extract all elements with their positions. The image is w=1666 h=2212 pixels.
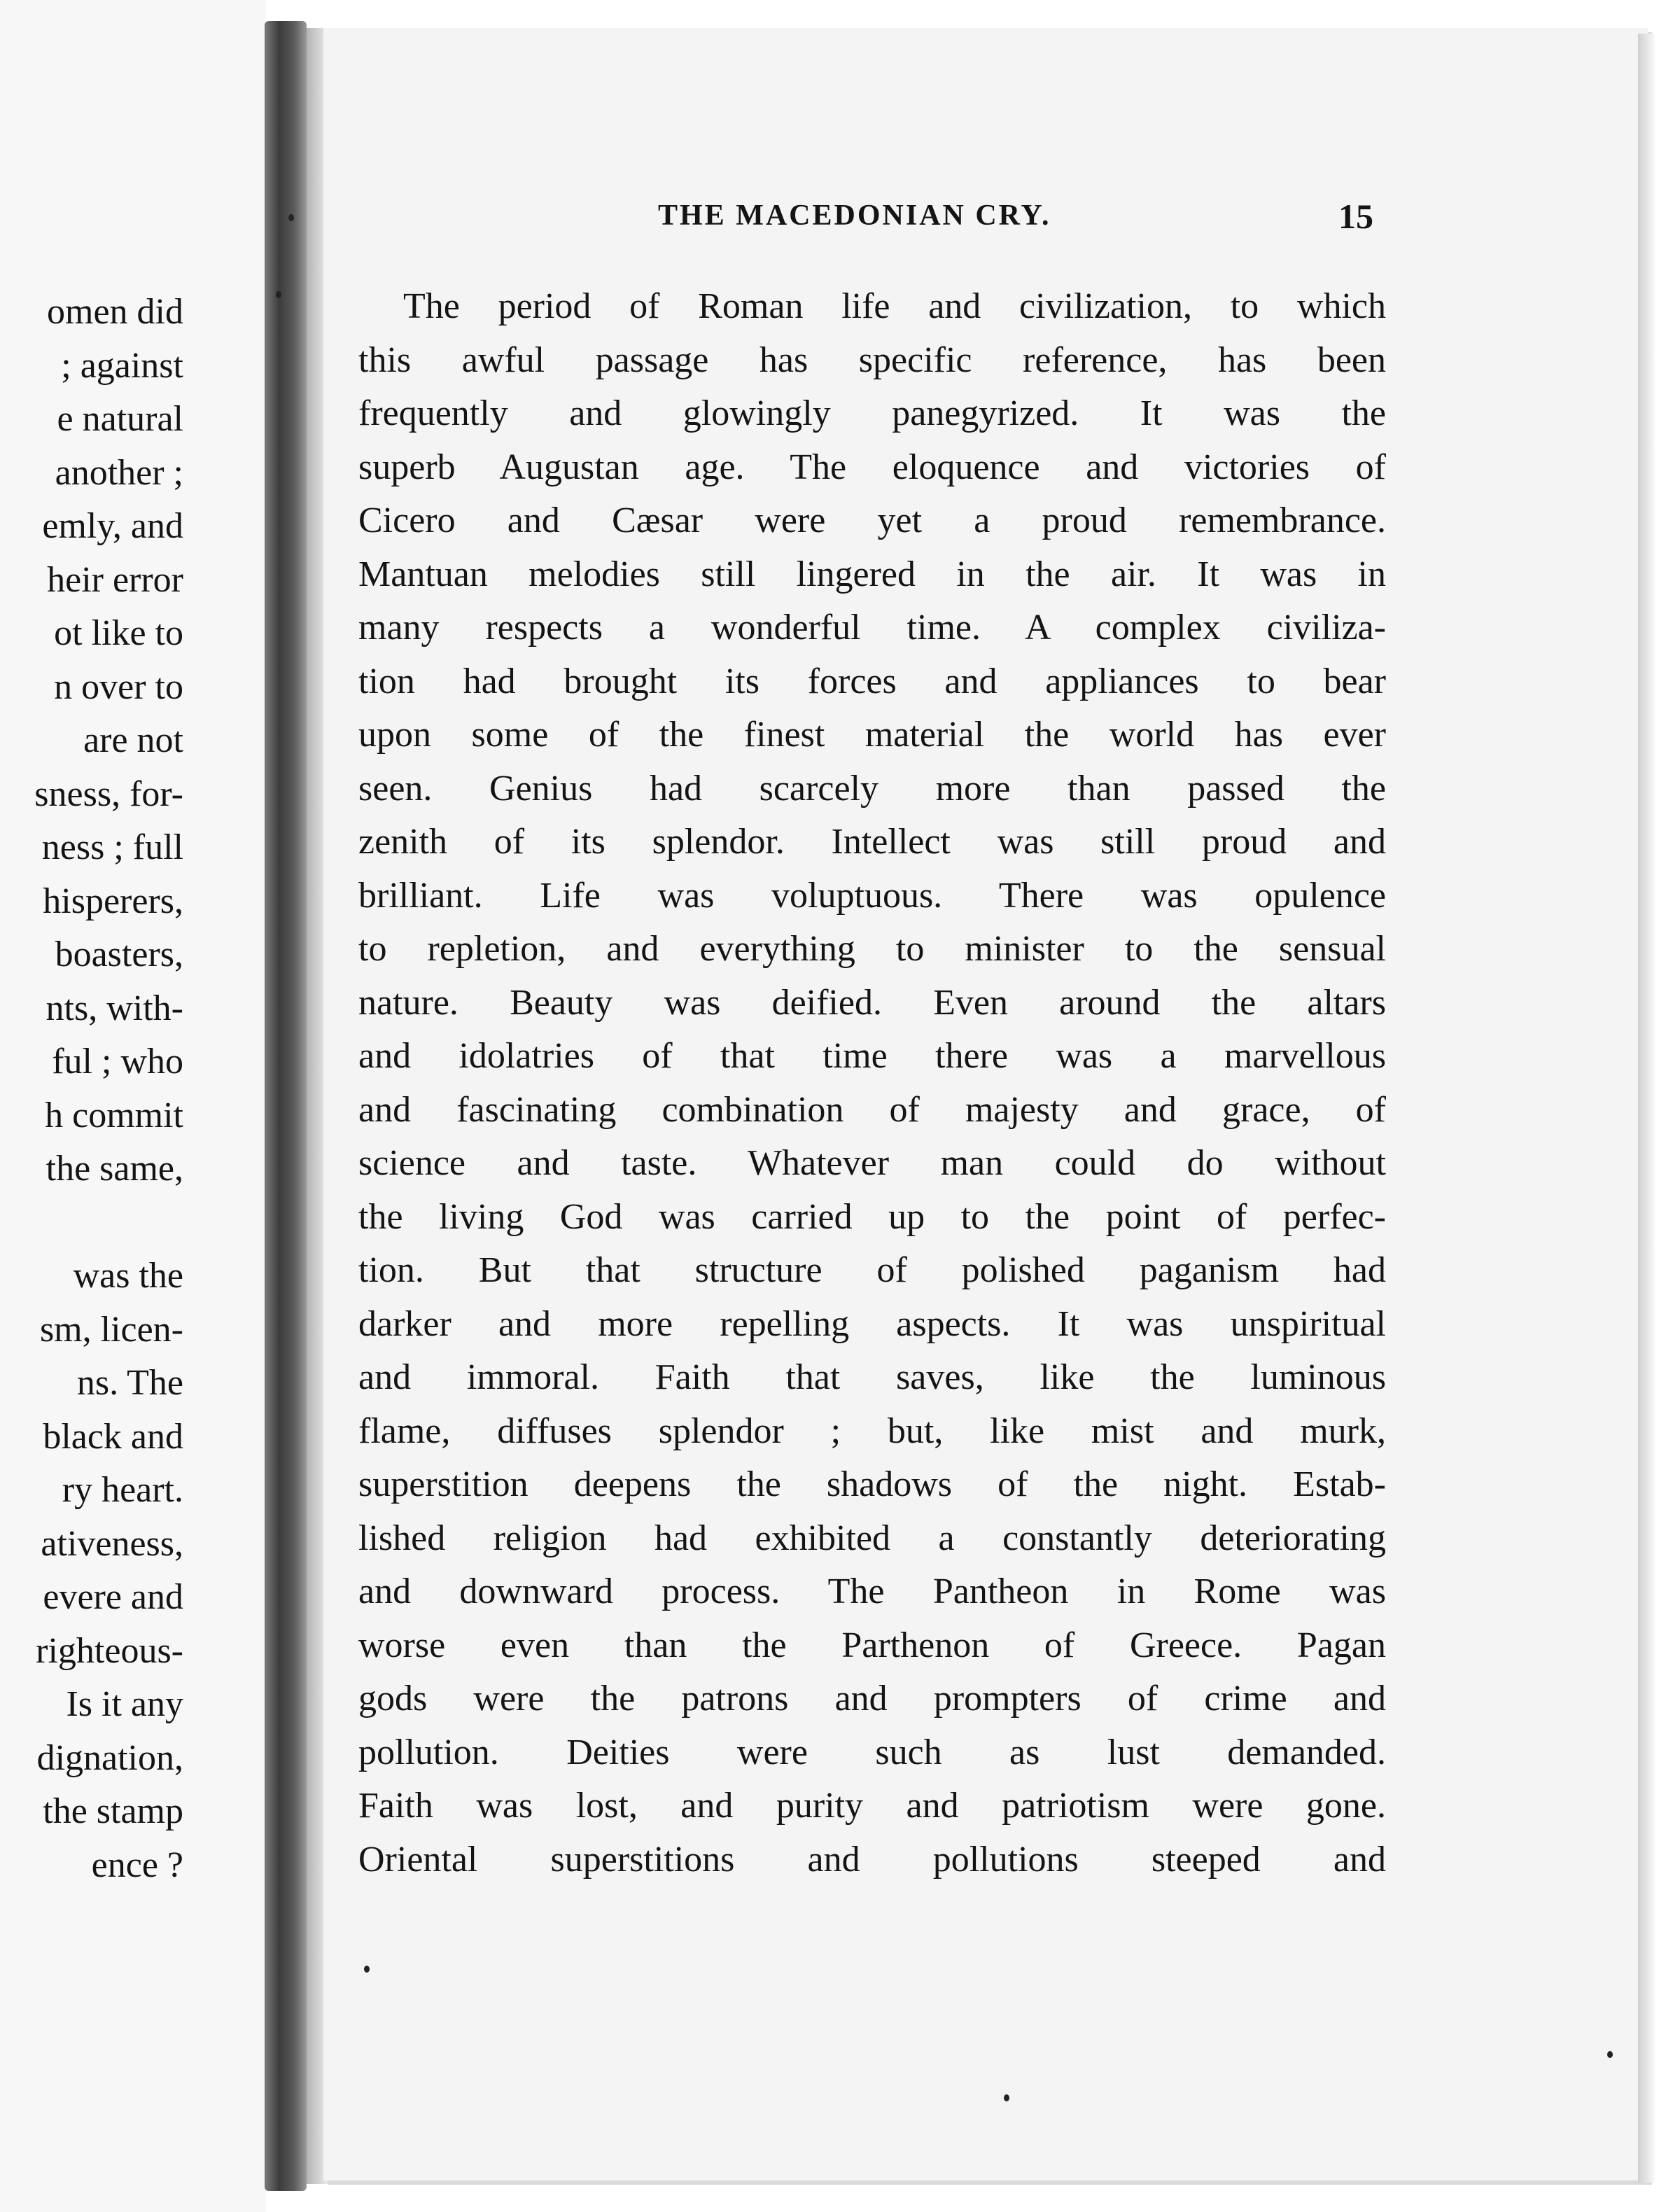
text-line: brilliant. Life was voluptuous. There was opulence (358, 875, 1386, 916)
text-line: Oriental superstitions and pollutions steeped and (358, 1839, 1386, 1879)
text-line: science and taste. Whatever man could do without (358, 1143, 1386, 1183)
left-page-line: sm, licen- (39, 1309, 183, 1350)
left-page-line: the stamp (43, 1791, 183, 1831)
left-page-line: ness ; full (41, 827, 183, 867)
text-line: and downward process. The Pantheon in Rome was (358, 1572, 1386, 1611)
left-page (0, 0, 266, 2212)
left-page-blank-line (0, 1196, 183, 1250)
left-page-line: n over to (54, 666, 183, 707)
body-text (358, 280, 1386, 1886)
text-line: Cicero and Cæsar were yet a proud remembrance. (358, 500, 1386, 540)
text-line: superb Augustan age. The eloquence and victories of (358, 447, 1386, 487)
text-line: the living God was carried up to the point of perfec- (358, 1196, 1386, 1237)
left-page-line: nts, with- (46, 988, 183, 1028)
left-page-line: boasters, (55, 934, 183, 974)
left-page-line: ns. The (76, 1363, 183, 1403)
left-page-line: evere and (43, 1577, 183, 1617)
left-page-line: omen did (47, 292, 183, 332)
left-page-line: Is it any (66, 1684, 183, 1724)
text-line: and immoral. Faith that saves, like the luminous (358, 1357, 1386, 1397)
left-page-line: ry heart. (62, 1470, 183, 1510)
text-line: The period of Roman life and civilization, to which (403, 286, 1386, 326)
left-page-line: dignation, (36, 1737, 183, 1778)
text-line: and fascinating combination of majesty and grace, of (358, 1089, 1386, 1130)
left-page-line: another ; (55, 452, 183, 493)
left-page-line: e natural (57, 399, 183, 439)
left-page-line: black and (43, 1416, 183, 1457)
left-page-line: ful ; who (52, 1042, 183, 1082)
text-line: tion had brought its forces and appliances to bear (358, 661, 1386, 701)
left-page-line: ; against (61, 345, 183, 386)
running-head: THE MACEDONIAN CRY. (658, 200, 1051, 232)
text-line: pollution. Deities were such as lust demanded. (358, 1732, 1386, 1772)
text-line: worse even than the Parthenon of Greece. Pagan (358, 1625, 1386, 1665)
page-number: 15 (1338, 197, 1373, 236)
text-line: superstition deepens the shadows of the night. Estab- (358, 1464, 1386, 1504)
text-line: many respects a wonderful time. A complex civiliza- (358, 608, 1386, 648)
text-line: Faith was lost, and purity and patriotism were gone. (358, 1786, 1386, 1826)
text-line: to repletion, and everything to minister to the sensual (358, 929, 1386, 969)
left-page-line: ativeness, (41, 1523, 183, 1564)
left-page-line: sness, for- (34, 774, 183, 814)
left-page-line: ence ? (91, 1844, 183, 1885)
text-line: nature. Beauty was deified. Even around the altars (358, 982, 1386, 1023)
left-page-line: h commit (45, 1095, 183, 1135)
text-line: darker and more repelling aspects. It was unspiritual (358, 1303, 1386, 1344)
print-speck (1607, 2051, 1613, 2058)
left-page-line: heir error (47, 559, 183, 600)
text-line: seen. Genius had scarcely more than passed the (358, 768, 1386, 808)
left-page-line: hisperers, (43, 881, 183, 921)
text-line: Mantuan melodies still lingered in the air. It was in (358, 554, 1386, 594)
left-page-line: was the (73, 1256, 183, 1296)
page-edge (1638, 34, 1655, 2183)
left-page-line: righteous- (36, 1630, 183, 1671)
text-line: gods were the patrons and prompters of crime and (358, 1679, 1386, 1718)
left-page-line: are not (83, 720, 183, 760)
print-speck (364, 1966, 370, 1973)
print-speck (288, 214, 294, 221)
text-line: upon some of the finest material the world has ever (358, 715, 1386, 755)
left-page-line: emly, and (42, 506, 183, 546)
text-line: and idolatries of that time there was a marvellous (358, 1036, 1386, 1076)
left-page-line: the same, (46, 1149, 183, 1189)
text-line: frequently and glowingly panegyrized. It was the (358, 393, 1386, 433)
left-page-text (0, 286, 183, 1892)
book-gutter (265, 21, 307, 2191)
text-line: tion. But that structure of polished paganism had (358, 1250, 1386, 1290)
text-line: zenith of its splendor. Intellect was still proud and (358, 822, 1386, 862)
left-page-line: ot like to (54, 613, 183, 653)
text-line: flame, diffuses splendor ; but, like mist and murk, (358, 1410, 1386, 1451)
text-line: lished religion had exhibited a constantly deteriorating (358, 1518, 1386, 1558)
print-speck (1004, 2094, 1009, 2101)
print-speck (276, 291, 281, 298)
text-line: this awful passage has specific reference, has been (358, 340, 1386, 380)
